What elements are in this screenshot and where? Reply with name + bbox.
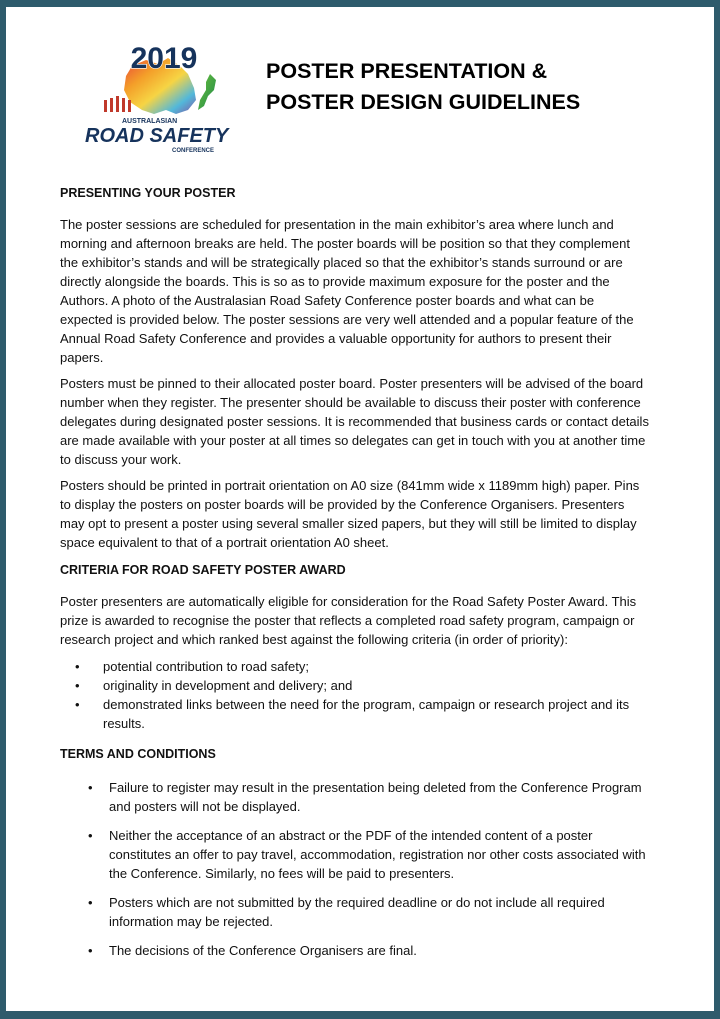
logo-main-text: ROAD SAFETY [85,125,229,147]
section-heading-terms: TERMS AND CONDITIONS [60,747,216,761]
list-item: • The decisions of the Conference Organisers are final. [109,941,650,960]
list-item: • demonstrated links between the need for the program, campaign or research project and its results. [103,695,650,733]
section-terms [60,746,650,960]
section-presenting [60,185,650,552]
title-line-1: POSTER PRESENTATION & [266,59,548,83]
section-criteria [60,562,650,733]
document-body [60,185,650,970]
list-item: • Neither the acceptance of an abstract or the PDF of the intended content of a poster constitutes an offer to pay travel, accommodation, registration nor other costs associated with the Conference. Similarly, no fees will be paid to presenters. [109,826,650,883]
conference-logo [84,40,244,155]
list-item: • Failure to register may result in the presentation being deleted from the Conference Program and posters will not be displayed. [109,778,650,816]
criteria-list [60,657,650,733]
paragraph: Poster presenters are automatically eligible for consideration for the Road Safety Poster Award. This prize is awarded to recognise the poster that reflects a completed road safety program, campaign or research project and which ranked best against the following criteria (in order of priority): [60,594,637,647]
paragraph: The poster sessions are scheduled for presentation in the main exhibitor’s area where lunch and morning and afternoon breaks are held. The poster boards will be position so that they complement the exhibitor’s stands and will be strategically placed so that the exhibitor’s stands surround or are directly alongside the boards. This is so as to provide maximum exposure for the poster and the Authors. A photo of the Australasian Road Safety Conference poster boards and what can be expected is provided below. The poster sessions are very well attended and a popular feature of the Annual Road Safety Conference and provides a valuable opportunity for authors to present their papers. [60,217,634,365]
logo-year: 2019 [130,42,198,75]
terms-list [60,778,650,960]
logo-graphic [84,40,244,155]
list-item: • potential contribution to road safety; [103,657,650,676]
paragraph: Posters should be printed in portrait orientation on A0 size (841mm wide x 1189mm high) paper. Pins to display the posters on poster boards will be provided by the Conference Organisers. Presenters may opt to present a poster using several smaller sized papers, but they will still be limited to display space equivalent to that of a portrait orientation A0 sheet. [60,478,640,550]
list-item: • Posters which are not submitted by the required deadline or do not include all required information may be rejected. [109,893,650,931]
logo-small-text: AUSTRALASIAN [122,118,178,125]
title-line-2: POSTER DESIGN GUIDELINES [266,90,581,114]
section-heading-criteria: CRITERIA FOR ROAD SAFETY POSTER AWARD [60,563,346,577]
paragraph: Posters must be pinned to their allocated poster board. Poster presenters will be advised of the board number when they register. The presenter should be available to discuss their poster with conference delegates during designated poster sessions. It is recommended that business cards or contact details are made available with your poster at all times so delegates can get in touch with you at another time to discuss your work. [60,376,649,467]
new-zealand-map-shape [198,74,216,110]
list-item: • originality in development and delivery; and [103,676,650,695]
section-heading-presenting: PRESENTING YOUR POSTER [60,186,236,200]
logo-sub-text: CONFERENCE [172,148,215,154]
people-silhouettes [104,96,131,112]
page-title [266,56,580,118]
